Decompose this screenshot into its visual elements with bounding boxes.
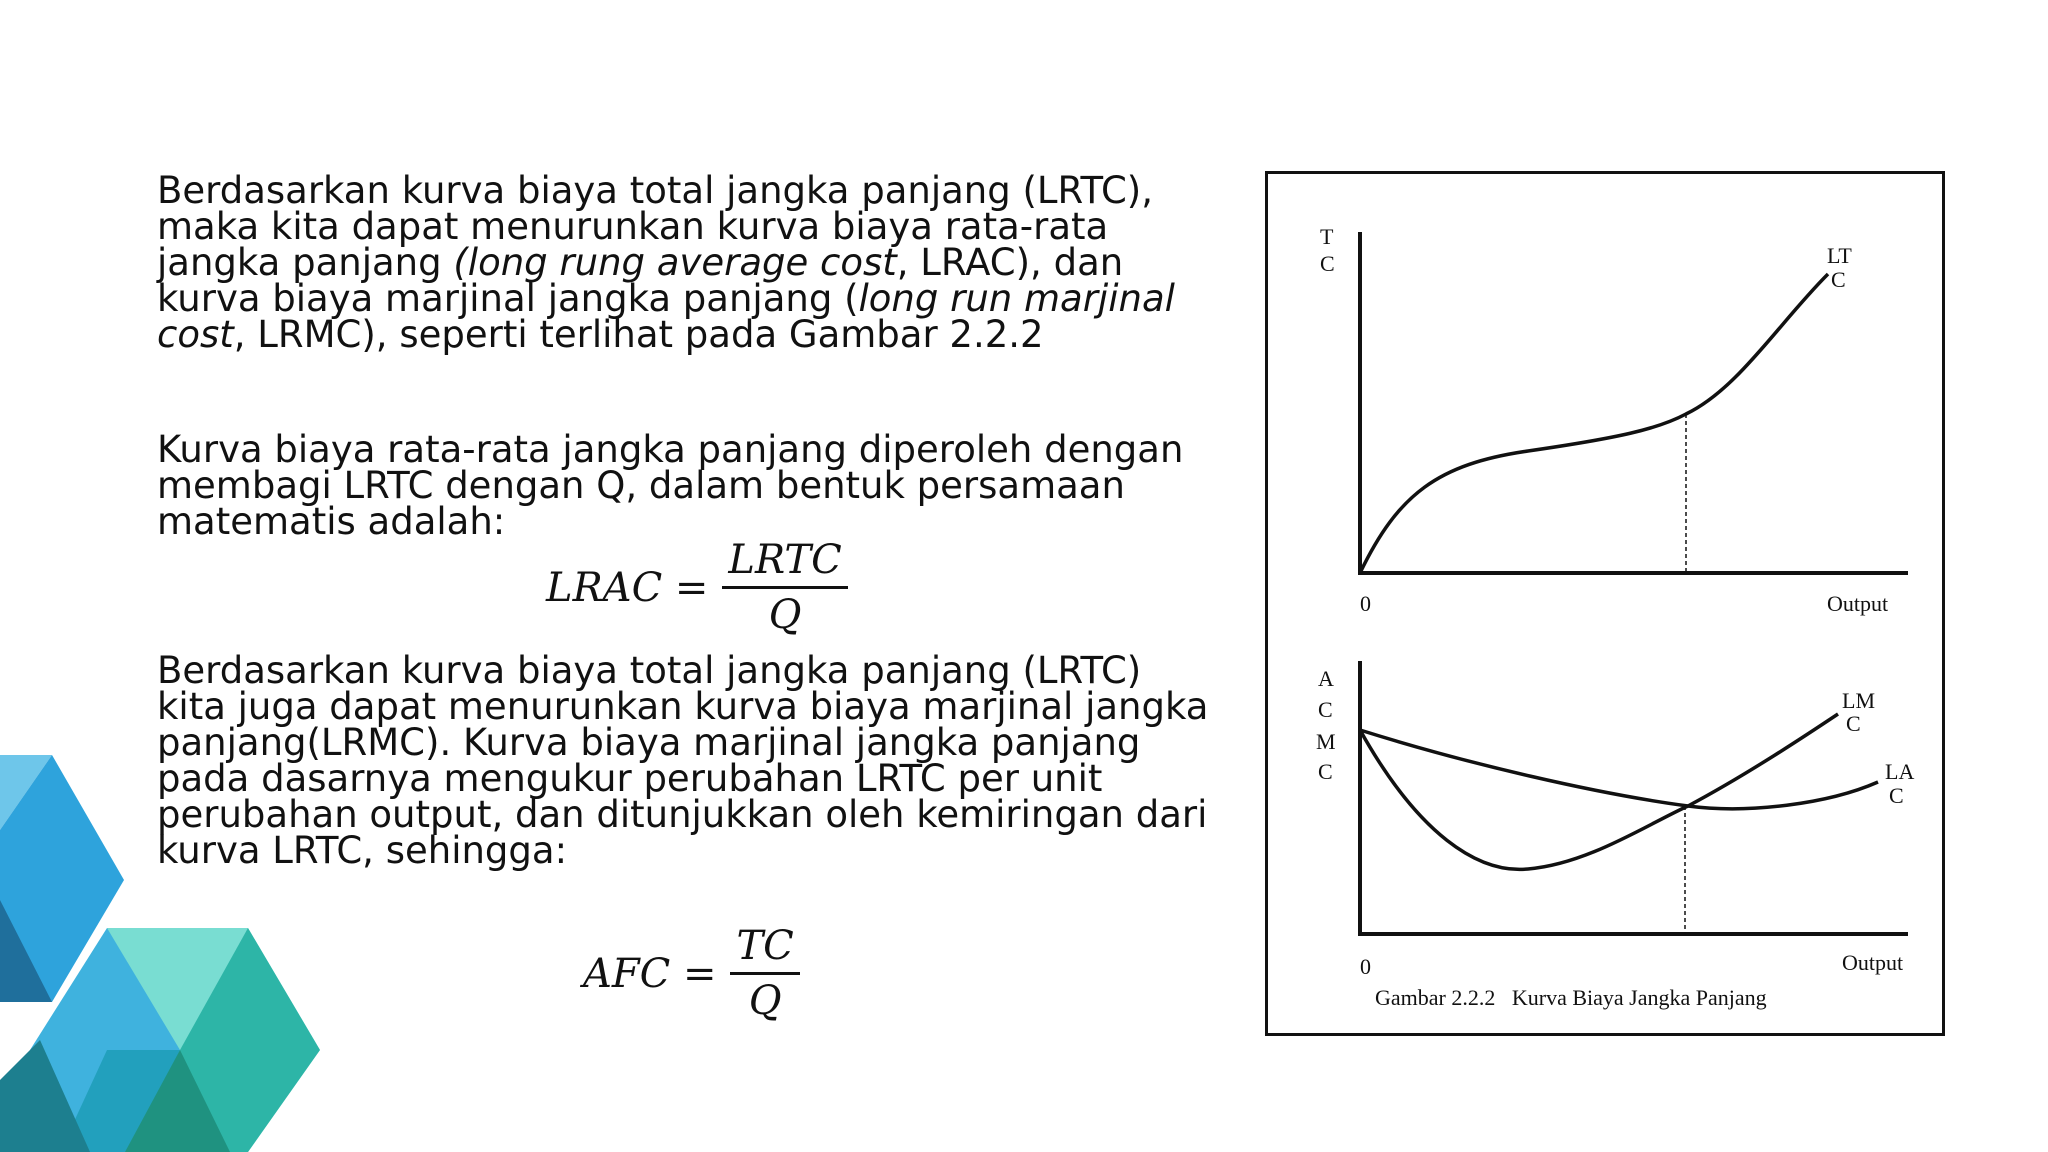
paragraph-lrtc-intro	[157, 169, 1217, 356]
equation-afc	[583, 924, 800, 1023]
lrmc-label-2: C	[1846, 711, 1861, 736]
top-origin-label: 0	[1360, 591, 1371, 616]
paragraph-1-italic-b: long run marjinal cost	[157, 277, 1175, 356]
equation-lrac-fraction	[722, 538, 847, 637]
top-x-label: Output	[1827, 591, 1889, 616]
lrac-label-1: LA	[1885, 759, 1915, 784]
lrac-curve	[1360, 730, 1878, 809]
paragraph-1-text-b: , LRAC), dan kurva biaya marjinal jangka panjang (	[157, 241, 1124, 320]
bottom-origin-label: 0	[1360, 954, 1371, 979]
equation-lrac-lhs: LRAC =	[546, 564, 709, 611]
paragraph-1-text-a: Berdasarkan kurva biaya total jangka panjang (LRTC), maka kita dapat menurunkan kurva biaya rata-rata jangka panjang	[157, 169, 1154, 284]
bottom-y-label-4: C	[1318, 759, 1333, 784]
lrtc-label-2: C	[1831, 267, 1846, 292]
figure-caption: Gambar 2.2.2 Kurva Biaya Jangka Panjang	[1375, 985, 1767, 1010]
bottom-y-label-2: C	[1318, 697, 1333, 722]
equation-afc-numerator: TC	[730, 924, 799, 975]
bottom-y-label-1: A	[1318, 666, 1334, 691]
lrmc-label-1: LM	[1842, 688, 1875, 713]
top-y-label-2: C	[1320, 251, 1335, 276]
equation-afc-lhs: AFC =	[583, 950, 717, 997]
lrac-label-2: C	[1889, 783, 1904, 808]
top-y-label-1: T	[1320, 224, 1334, 249]
figure-long-run-cost-curves	[1265, 171, 1945, 1036]
equation-afc-denominator: Q	[748, 978, 782, 1024]
equation-afc-fraction	[730, 924, 799, 1023]
paragraph-lrac: Kurva biaya rata-rata jangka panjang diperoleh dengan membagi LRTC dengan Q, dalam bentuk persamaan matematis adalah:	[157, 428, 1184, 543]
paragraph-1-text-c: , LRMC), seperti terlihat pada Gambar 2.2.2	[233, 313, 1044, 356]
bottom-y-label-3: M	[1316, 729, 1336, 754]
equation-lrac	[546, 538, 848, 637]
equation-lrac-numerator: LRTC	[722, 538, 847, 589]
cost-curves-diagram	[1268, 174, 1948, 1039]
bottom-x-label: Output	[1842, 950, 1904, 975]
lrtc-curve	[1360, 274, 1828, 573]
lrtc-label-1: LT	[1827, 243, 1852, 268]
paragraph-1-italic-a: (long rung average cost	[453, 241, 897, 284]
paragraph-lrmc: Berdasarkan kurva biaya total jangka panjang (LRTC) kita juga dapat menurunkan kurva biaya marjinal jangka panjang(LRMC). Kurva biaya marjinal jangka panjang pada dasarnya mengukur perubahan LRTC per unit perubahan output, dan ditunjukkan oleh kemiringan dari kurva LRTC, sehingga:	[157, 649, 1209, 872]
equation-lrac-denominator: Q	[768, 592, 802, 638]
